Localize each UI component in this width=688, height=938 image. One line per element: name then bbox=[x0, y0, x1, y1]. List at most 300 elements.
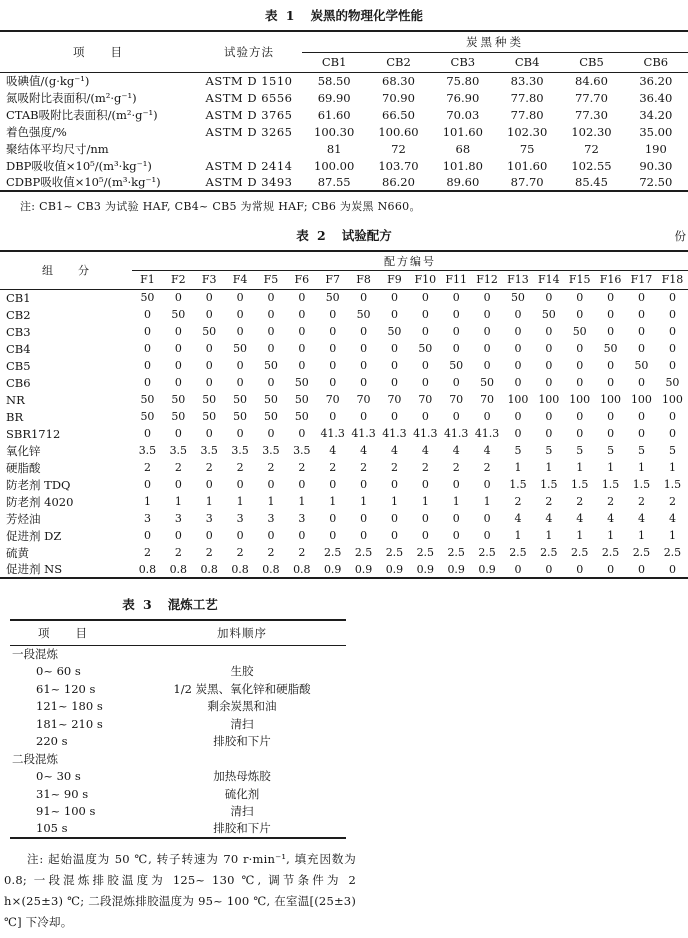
table2-value-cell: 2 bbox=[267, 546, 275, 559]
table2-value-cell: 0 bbox=[607, 376, 615, 389]
table2-value-cell: 2 bbox=[483, 461, 491, 474]
table2-column-header: F7 bbox=[317, 270, 348, 289]
table2-value-cell: 1.5 bbox=[632, 478, 651, 491]
table2-value-cell: 0 bbox=[421, 291, 429, 305]
table2-value-cell: 1.5 bbox=[540, 478, 558, 491]
table2-value-cell: 50 bbox=[202, 393, 217, 406]
table2-value-cell: 0 bbox=[514, 342, 522, 355]
table2-value-cell: 0 bbox=[545, 562, 553, 576]
table1-item-cell: 着色强度/% bbox=[6, 124, 67, 139]
table2-value-cell: 0 bbox=[329, 376, 337, 389]
table2-value-cell: 0 bbox=[205, 359, 213, 372]
table2-value-cell: 1 bbox=[668, 529, 676, 542]
table2-value-cell: 50 bbox=[233, 393, 248, 406]
table2-column-header: F3 bbox=[194, 270, 225, 289]
table1-note: 注: CB1~ CB3 为试验 HAF, CB4~ CB5 为常规 HAF; CB6 为炭黑 N660。 bbox=[20, 200, 421, 213]
table2-value-cell: 2 bbox=[390, 461, 398, 474]
table2-value-cell: 41.3 bbox=[443, 427, 469, 440]
table2-value-cell: 50 bbox=[634, 359, 649, 372]
table2-value-cell: 5 bbox=[637, 444, 645, 457]
table1-method-cell: ASTM D 1510 bbox=[205, 73, 293, 88]
table2-value-cell: 2 bbox=[421, 461, 429, 474]
table2-value-cell: 0 bbox=[514, 308, 522, 321]
table2-value-cell: 0.8 bbox=[200, 562, 218, 576]
table3-order-cell: 生胶 bbox=[230, 664, 254, 679]
table2-value-cell: 1 bbox=[298, 495, 306, 508]
table2-value-cell: 0 bbox=[545, 342, 553, 355]
table3-time-cell: 91~ 100 s bbox=[36, 804, 96, 819]
table2-component-cell: CB2 bbox=[6, 307, 31, 322]
table1-value-cell: 77.70 bbox=[575, 90, 608, 105]
table2-value-cell: 0 bbox=[390, 410, 398, 423]
table2-value-cell: 70 bbox=[418, 393, 433, 406]
table3-title-label: 表 3 bbox=[122, 597, 154, 612]
table2-component-cell: CB3 bbox=[6, 324, 31, 339]
table2-value-cell: 0 bbox=[483, 308, 491, 321]
table2-value-cell: 1.5 bbox=[601, 478, 620, 491]
table2-value-cell: 0 bbox=[329, 342, 337, 355]
table2-value-cell: 2.5 bbox=[540, 546, 558, 559]
table2-value-cell: 0 bbox=[143, 342, 151, 355]
table1-value-cell: 101.60 bbox=[507, 158, 548, 173]
table1-title bbox=[0, 2, 688, 30]
table3-time-cell: 0~ 30 s bbox=[36, 769, 81, 784]
table2-value-cell: 0 bbox=[421, 325, 429, 338]
table1-header-method: 试验方法 bbox=[196, 31, 302, 72]
table2-value-cell: 0 bbox=[390, 376, 398, 389]
table2-value-cell: 2 bbox=[298, 546, 306, 559]
table3-order-cell: 排胶和下片 bbox=[213, 821, 271, 836]
table2-value-cell: 1 bbox=[329, 495, 337, 508]
table2-value-cell: 0 bbox=[205, 427, 213, 440]
table2-value-cell: 0 bbox=[390, 342, 398, 355]
table1-title-label: 表 1 bbox=[264, 8, 297, 23]
table2-value-cell: 4 bbox=[483, 444, 491, 457]
table2-value-cell: 1 bbox=[637, 529, 645, 542]
table3-section bbox=[0, 591, 688, 839]
table2-value-cell: 50 bbox=[171, 410, 186, 423]
table2-value-cell: 50 bbox=[294, 410, 309, 423]
table2-value-cell: 3 bbox=[205, 512, 213, 525]
table2-value-cell: 0 bbox=[607, 291, 615, 305]
table2-value-cell: 50 bbox=[202, 410, 217, 423]
table1-value-cell: 100.00 bbox=[314, 158, 355, 173]
table3-time-cell: 121~ 180 s bbox=[36, 699, 103, 714]
table2-value-cell: 0 bbox=[607, 410, 615, 423]
table1-column-header: CB4 bbox=[495, 52, 559, 72]
table2-value-cell: 0 bbox=[298, 359, 306, 372]
table2-value-cell: 2 bbox=[236, 546, 244, 559]
table2-value-cell: 0 bbox=[143, 376, 151, 389]
table1-value-cell: 61.60 bbox=[317, 107, 351, 122]
table2-value-cell: 1.5 bbox=[509, 478, 527, 491]
table2-value-cell: 0.8 bbox=[231, 562, 249, 576]
table2-value-cell: 50 bbox=[603, 342, 618, 355]
table2-value-cell: 3 bbox=[236, 512, 244, 525]
table1-value-cell: 75 bbox=[519, 141, 535, 156]
table1-value-cell: 58.50 bbox=[317, 73, 351, 88]
table2-value-cell: 2.5 bbox=[663, 546, 682, 559]
table2-value-cell: 2.5 bbox=[416, 546, 435, 559]
table2-value-cell: 0 bbox=[668, 342, 676, 355]
table1-item-cell: CDBP吸收值×10⁵/(m³·kg⁻¹) bbox=[6, 175, 161, 189]
table3-order-cell: 1/2 炭黑、氧化锌和硬脂酸 bbox=[173, 681, 311, 696]
table2-value-cell: 0 bbox=[452, 376, 460, 389]
table2-value-cell: 1 bbox=[174, 495, 182, 508]
table2-value-cell: 1 bbox=[514, 529, 522, 542]
table2-value-cell: 1 bbox=[514, 461, 522, 474]
table2-value-cell: 0 bbox=[421, 478, 429, 491]
table2-value-cell: 70 bbox=[325, 393, 340, 406]
table2-value-cell: 0 bbox=[267, 376, 275, 389]
table2-value-cell: 0.8 bbox=[138, 562, 157, 576]
table1-value-cell: 68.30 bbox=[382, 73, 415, 88]
table2-value-cell: 0 bbox=[514, 376, 522, 389]
table2-value-cell: 0 bbox=[267, 529, 275, 542]
table2-value-cell: 1 bbox=[545, 529, 553, 542]
table2-value-cell: 5 bbox=[514, 444, 522, 457]
table1-item-cell: DBP吸收值×10⁵/(m³·kg⁻¹) bbox=[6, 158, 152, 173]
table1-value-cell: 69.90 bbox=[317, 90, 351, 105]
table2-value-cell: 2.5 bbox=[478, 546, 496, 559]
table2-value-cell: 4 bbox=[545, 512, 553, 525]
table2-value-cell: 0 bbox=[360, 529, 368, 542]
table2-value-cell: 0 bbox=[205, 308, 213, 321]
table2-column-header: F4 bbox=[225, 270, 256, 289]
table2-value-cell: 0 bbox=[421, 376, 429, 389]
table3-row bbox=[10, 663, 346, 681]
table2-value-cell: 0 bbox=[360, 410, 368, 423]
table2-value-cell: 0 bbox=[452, 478, 460, 491]
table1-value-cell: 34.20 bbox=[639, 107, 673, 122]
table2-value-cell: 0 bbox=[637, 291, 645, 305]
table2-value-cell: 3 bbox=[174, 512, 182, 525]
table2-value-cell: 3.5 bbox=[200, 444, 218, 457]
table3-order-cell: 硫化剂 bbox=[224, 786, 260, 801]
table2-value-cell: 50 bbox=[263, 359, 278, 372]
table2-component-cell: 促进剂 NS bbox=[6, 562, 63, 576]
table2-row bbox=[0, 357, 688, 374]
table3-row bbox=[10, 698, 346, 716]
table2-value-cell: 0 bbox=[452, 342, 460, 355]
table2-value-cell: 2 bbox=[545, 495, 553, 508]
table2-value-cell: 70 bbox=[480, 393, 495, 406]
table2-value-cell: 0.9 bbox=[478, 562, 496, 576]
table2-value-cell: 0 bbox=[545, 410, 553, 423]
table2-value-cell: 1 bbox=[545, 461, 553, 474]
table2-column-header: F8 bbox=[348, 270, 379, 289]
table3-header-row bbox=[10, 620, 346, 645]
table2-value-cell: 0 bbox=[483, 529, 491, 542]
table2 bbox=[0, 250, 688, 579]
table2-value-cell: 1 bbox=[637, 461, 645, 474]
table2-value-cell: 0 bbox=[298, 325, 306, 338]
table2-value-cell: 0 bbox=[390, 529, 398, 542]
table2-value-cell: 50 bbox=[202, 325, 217, 338]
table2-value-cell: 0 bbox=[298, 427, 306, 440]
table2-value-cell: 50 bbox=[171, 308, 186, 321]
table2-value-cell: 100 bbox=[661, 393, 683, 406]
table1-column-header: CB6 bbox=[624, 52, 688, 72]
table2-value-cell: 70 bbox=[356, 393, 371, 406]
table1-value-cell: 66.50 bbox=[382, 107, 415, 122]
table2-value-cell: 4 bbox=[668, 512, 676, 525]
table1-value-cell: 100.60 bbox=[378, 124, 419, 139]
table2-value-cell: 0 bbox=[174, 427, 182, 440]
table2-column-header: F14 bbox=[533, 270, 564, 289]
table3-order-cell: 排胶和下片 bbox=[213, 734, 271, 749]
table2-value-cell: 0 bbox=[360, 325, 368, 338]
table2-value-cell: 41.3 bbox=[382, 427, 407, 440]
table1-row bbox=[0, 106, 688, 123]
table3-row bbox=[10, 733, 346, 751]
table2-value-cell: 0.9 bbox=[323, 562, 342, 576]
table2-column-header: F11 bbox=[441, 270, 472, 289]
table2-value-cell: 0 bbox=[205, 376, 213, 389]
table2-value-cell: 4 bbox=[576, 512, 584, 525]
table2-value-cell: 0 bbox=[421, 359, 429, 372]
table2-row bbox=[0, 476, 688, 493]
table2-column-header: F2 bbox=[163, 270, 194, 289]
table1-value-cell: 100.30 bbox=[314, 124, 355, 139]
table2-value-cell: 0 bbox=[267, 291, 275, 305]
table2-component-cell: 硬脂酸 bbox=[6, 460, 41, 475]
table2-value-cell: 0 bbox=[329, 478, 337, 491]
table2-value-cell: 50 bbox=[480, 376, 495, 389]
table2-value-cell: 1 bbox=[483, 495, 491, 508]
table3-time-cell: 0~ 60 s bbox=[36, 664, 81, 679]
table2-value-cell: 3.5 bbox=[231, 444, 249, 457]
table2-value-cell: 0 bbox=[174, 478, 182, 491]
table2-value-cell: 0 bbox=[205, 291, 213, 305]
table1-value-cell: 76.90 bbox=[446, 90, 480, 105]
table2-column-header: F5 bbox=[256, 270, 287, 289]
table2-value-cell: 3 bbox=[267, 512, 275, 525]
table2-value-cell: 1 bbox=[390, 495, 398, 508]
table1-title-text: 炭黑的物理化学性能 bbox=[310, 8, 424, 23]
table2-value-cell: 2 bbox=[514, 495, 522, 508]
table2-value-cell: 5 bbox=[668, 444, 676, 457]
table2-value-cell: 50 bbox=[325, 291, 340, 305]
table1-row bbox=[0, 157, 688, 174]
table2-value-cell: 2.5 bbox=[323, 546, 342, 559]
table2-value-cell: 0 bbox=[390, 478, 398, 491]
table2-component-cell: CB6 bbox=[6, 375, 31, 390]
table1-method-cell bbox=[196, 140, 302, 157]
table2-value-cell: 50 bbox=[294, 393, 309, 406]
table2-value-cell: 2 bbox=[143, 546, 151, 559]
table1-value-cell: 190 bbox=[644, 141, 667, 156]
table2-value-cell: 0 bbox=[514, 410, 522, 423]
table1-row bbox=[0, 72, 688, 89]
table2-value-cell: 0 bbox=[236, 427, 244, 440]
table2-value-cell: 0.9 bbox=[385, 562, 404, 576]
table2-value-cell: 0 bbox=[637, 562, 645, 576]
table2-value-cell: 2 bbox=[452, 461, 460, 474]
table1-value-cell: 81 bbox=[326, 141, 342, 156]
table1-value-cell: 83.30 bbox=[510, 73, 544, 88]
table2-value-cell: 50 bbox=[140, 410, 155, 423]
table2-value-cell: 0 bbox=[514, 359, 522, 372]
table1-value-cell: 72 bbox=[584, 141, 599, 156]
table2-column-header: F9 bbox=[379, 270, 410, 289]
table2-value-cell: 1.5 bbox=[570, 478, 589, 491]
table1-value-cell: 72 bbox=[391, 141, 406, 156]
table2-component-cell: SBR1712 bbox=[6, 426, 61, 441]
table2-value-cell: 0 bbox=[514, 427, 522, 440]
table2-body bbox=[0, 289, 688, 578]
table1-value-cell: 77.80 bbox=[510, 90, 544, 105]
table1-value-cell: 102.30 bbox=[571, 124, 612, 139]
table2-row bbox=[0, 306, 688, 323]
table1-row bbox=[0, 140, 688, 157]
table2-value-cell: 100 bbox=[600, 393, 622, 406]
table3-section-row bbox=[10, 750, 346, 768]
table2-value-cell: 2 bbox=[607, 495, 615, 508]
table3-section-name: 二段混炼 bbox=[12, 751, 58, 766]
table2-row bbox=[0, 340, 688, 357]
table2-value-cell: 1 bbox=[576, 529, 584, 542]
table2-value-cell: 0 bbox=[267, 342, 275, 355]
table3-order-cell: 加热母炼胶 bbox=[213, 769, 271, 784]
table1-method-cell: ASTM D 6556 bbox=[205, 90, 293, 105]
table2-value-cell: 2.5 bbox=[354, 546, 373, 559]
table2-value-cell: 0 bbox=[637, 410, 645, 423]
table2-value-cell: 100 bbox=[630, 393, 652, 406]
table2-value-cell: 4 bbox=[390, 444, 398, 457]
table2-value-cell: 0 bbox=[668, 325, 676, 338]
table2-column-header: F15 bbox=[564, 270, 595, 289]
table1-row bbox=[0, 123, 688, 140]
table2-value-cell: 1 bbox=[607, 529, 615, 542]
table2-row bbox=[0, 561, 688, 578]
table2-row bbox=[0, 408, 688, 425]
table3-time-cell: 31~ 90 s bbox=[36, 786, 89, 801]
table2-value-cell: 5 bbox=[576, 444, 584, 457]
table2-value-cell: 0.9 bbox=[447, 562, 465, 576]
table1-value-cell: 36.20 bbox=[639, 73, 673, 88]
table2-value-cell: 0 bbox=[421, 308, 429, 321]
table2-value-cell: 0 bbox=[298, 342, 306, 355]
table2-row bbox=[0, 493, 688, 510]
table1-value-cell: 103.70 bbox=[378, 158, 419, 173]
table2-value-cell: 100 bbox=[569, 393, 591, 406]
table2-value-cell: 0 bbox=[483, 478, 491, 491]
table2-value-cell: 0 bbox=[236, 478, 244, 491]
table2-column-header: F10 bbox=[410, 270, 441, 289]
table2-value-cell: 0 bbox=[267, 325, 275, 338]
table2-value-cell: 0 bbox=[637, 376, 645, 389]
table2-value-cell: 0 bbox=[545, 325, 553, 338]
table2-component-cell: 硫黄 bbox=[6, 545, 29, 560]
table2-value-cell: 0 bbox=[576, 291, 584, 305]
table2-value-cell: 1 bbox=[452, 495, 460, 508]
table2-value-cell: 50 bbox=[233, 410, 248, 423]
table2-row bbox=[0, 544, 688, 561]
table2-value-cell: 0 bbox=[668, 427, 676, 440]
table1-value-cell: 85.45 bbox=[575, 175, 608, 189]
table2-value-cell: 0 bbox=[452, 325, 460, 338]
table2-header-group: 配方编号 bbox=[132, 251, 688, 270]
table2-value-cell: 4 bbox=[607, 512, 615, 525]
table2-value-cell: 3 bbox=[298, 512, 306, 525]
table2-value-cell: 4 bbox=[637, 512, 645, 525]
table2-column-header: F18 bbox=[657, 270, 688, 289]
table3-row bbox=[10, 680, 346, 698]
table2-value-cell: 2.5 bbox=[447, 546, 465, 559]
table2-value-cell: 70 bbox=[387, 393, 402, 406]
table2-section bbox=[0, 222, 688, 579]
table2-row bbox=[0, 442, 688, 459]
table2-value-cell: 0 bbox=[668, 410, 676, 423]
table2-value-cell: 50 bbox=[387, 325, 402, 338]
table2-value-cell: 0 bbox=[452, 529, 460, 542]
table2-component-cell: 芳烃油 bbox=[6, 511, 41, 526]
table2-value-cell: 1 bbox=[668, 461, 676, 474]
table2-value-cell: 0 bbox=[236, 291, 244, 305]
table2-value-cell: 50 bbox=[356, 308, 371, 321]
table2-value-cell: 0 bbox=[360, 478, 368, 491]
table2-value-cell: 0 bbox=[267, 427, 275, 440]
table2-value-cell: 1 bbox=[607, 461, 615, 474]
table2-value-cell: 0 bbox=[143, 427, 151, 440]
table2-value-cell: 0 bbox=[607, 562, 615, 576]
table3-time-cell: 181~ 210 s bbox=[36, 716, 103, 731]
table1-value-cell: 90.30 bbox=[639, 158, 673, 173]
table3-row bbox=[10, 768, 346, 786]
table2-value-cell: 0.8 bbox=[262, 562, 280, 576]
table2-value-cell: 0 bbox=[452, 410, 460, 423]
table2-value-cell: 50 bbox=[418, 342, 433, 355]
table2-value-cell: 0 bbox=[298, 308, 306, 321]
table2-value-cell: 2.5 bbox=[601, 546, 620, 559]
table1-value-cell: 102.55 bbox=[571, 158, 612, 173]
table2-component-cell: 氧化锌 bbox=[6, 443, 41, 458]
table2-value-cell: 0 bbox=[545, 376, 553, 389]
table1-value-cell: 87.70 bbox=[510, 175, 544, 189]
table2-row bbox=[0, 527, 688, 544]
table1-value-cell: 70.03 bbox=[446, 107, 480, 122]
table1-value-cell: 84.60 bbox=[575, 73, 608, 88]
table3-time-cell: 105 s bbox=[36, 821, 68, 836]
table2-value-cell: 0 bbox=[668, 291, 676, 305]
table2-value-cell: 0 bbox=[360, 376, 368, 389]
table2-value-cell: 0 bbox=[143, 478, 151, 491]
table2-value-cell: 0 bbox=[607, 325, 615, 338]
table2-value-cell: 0 bbox=[668, 359, 676, 372]
table2-value-cell: 2 bbox=[143, 461, 151, 474]
table2-value-cell: 50 bbox=[665, 376, 680, 389]
table2-value-cell: 0 bbox=[329, 512, 337, 525]
table2-value-cell: 0.8 bbox=[169, 562, 188, 576]
table2-value-cell: 0 bbox=[576, 308, 584, 321]
table2-value-cell: 0 bbox=[205, 342, 213, 355]
table2-value-cell: 2.5 bbox=[570, 546, 589, 559]
table2-value-cell: 2 bbox=[298, 461, 306, 474]
table2-value-cell: 0.8 bbox=[293, 562, 311, 576]
table2-value-cell: 50 bbox=[140, 291, 155, 305]
table2-value-cell: 100 bbox=[538, 393, 560, 406]
table2-value-cell: 0 bbox=[390, 291, 398, 305]
table1-value-cell: 75.80 bbox=[446, 73, 480, 88]
table1-value-cell: 68 bbox=[455, 141, 471, 156]
table1-value-cell: 86.20 bbox=[382, 175, 415, 189]
table2-value-cell: 0 bbox=[545, 427, 553, 440]
table1-value-cell: 77.80 bbox=[510, 107, 544, 122]
table2-component-cell: CB5 bbox=[6, 358, 31, 373]
table2-value-cell: 50 bbox=[263, 393, 278, 406]
table2-value-cell: 1 bbox=[360, 495, 368, 508]
